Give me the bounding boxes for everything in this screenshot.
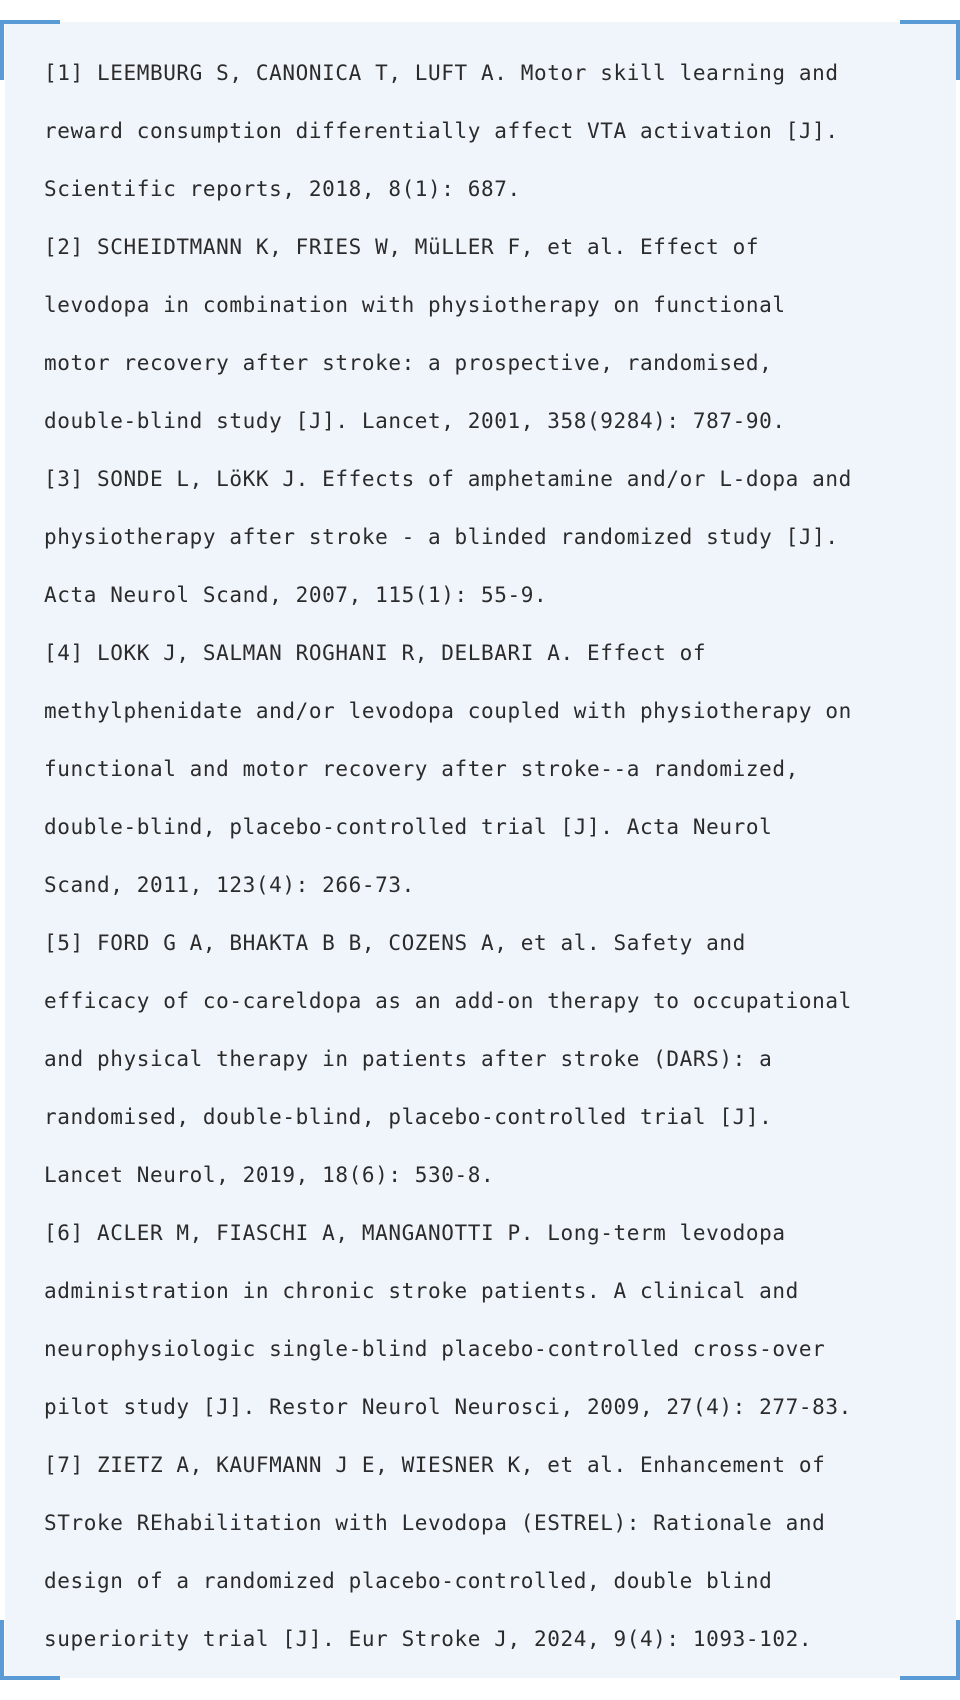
reference-line: Scientific reports, 2018, 8(1): 687. [44, 177, 521, 201]
reference-item [44, 44, 924, 218]
reference-line: [1] LEEMBURG S, CANONICA T, LUFT A. Motor skill learning and [44, 61, 839, 85]
reference-line: motor recovery after stroke: a prospective, randomised, [44, 351, 773, 375]
reference-line: functional and motor recovery after stroke--a randomized, [44, 757, 799, 781]
reference-item [44, 1436, 924, 1668]
reference-list [44, 44, 924, 1668]
reference-item [44, 624, 924, 914]
reference-line: double-blind study [J]. Lancet, 2001, 358(9284): 787-90. [44, 409, 786, 433]
reference-line: Scand, 2011, 123(4): 266-73. [44, 873, 415, 897]
reference-item [44, 218, 924, 450]
reference-line: [3] SONDE L, LöKK J. Effects of amphetamine and/or L-dopa and [44, 467, 852, 491]
reference-line: efficacy of co-careldopa as an add-on therapy to occupational [44, 989, 852, 1013]
reference-line: [4] LOKK J, SALMAN ROGHANI R, DELBARI A. Effect of [44, 641, 707, 665]
reference-item [44, 450, 924, 624]
reference-line: reward consumption differentially affect VTA activation [J]. [44, 119, 839, 143]
reference-line: administration in chronic stroke patients. A clinical and [44, 1279, 799, 1303]
reference-line: and physical therapy in patients after stroke (DARS): a [44, 1047, 773, 1071]
reference-line: [2] SCHEIDTMANN K, FRIES W, MüLLER F, et al. Effect of [44, 235, 760, 259]
reference-line: randomised, double-blind, placebo-controlled trial [J]. [44, 1105, 773, 1129]
reference-line: Acta Neurol Scand, 2007, 115(1): 55-9. [44, 583, 548, 607]
reference-line: physiotherapy after stroke - a blinded randomized study [J]. [44, 525, 839, 549]
reference-line: neurophysiologic single-blind placebo-controlled cross-over [44, 1337, 826, 1361]
reference-line: [7] ZIETZ A, KAUFMANN J E, WIESNER K, et al. Enhancement of [44, 1453, 826, 1477]
reference-item [44, 1204, 924, 1436]
reference-line: pilot study [J]. Restor Neurol Neurosci, 2009, 27(4): 277-83. [44, 1395, 852, 1419]
reference-line: superiority trial [J]. Eur Stroke J, 2024, 9(4): 1093-102. [44, 1627, 813, 1651]
reference-item [44, 914, 924, 1204]
reference-line: [5] FORD G A, BHAKTA B B, COZENS A, et al. Safety and [44, 931, 746, 955]
reference-line: design of a randomized placebo-controlled, double blind [44, 1569, 773, 1593]
reference-line: [6] ACLER M, FIASCHI A, MANGANOTTI P. Long-term levodopa [44, 1221, 786, 1245]
reference-line: double-blind, placebo-controlled trial [J]. Acta Neurol [44, 815, 773, 839]
reference-line: methylphenidate and/or levodopa coupled with physiotherapy on [44, 699, 852, 723]
reference-line: STroke REhabilitation with Levodopa (ESTREL): Rationale and [44, 1511, 826, 1535]
reference-line: Lancet Neurol, 2019, 18(6): 530-8. [44, 1163, 495, 1187]
reference-line: levodopa in combination with physiotherapy on functional [44, 293, 786, 317]
